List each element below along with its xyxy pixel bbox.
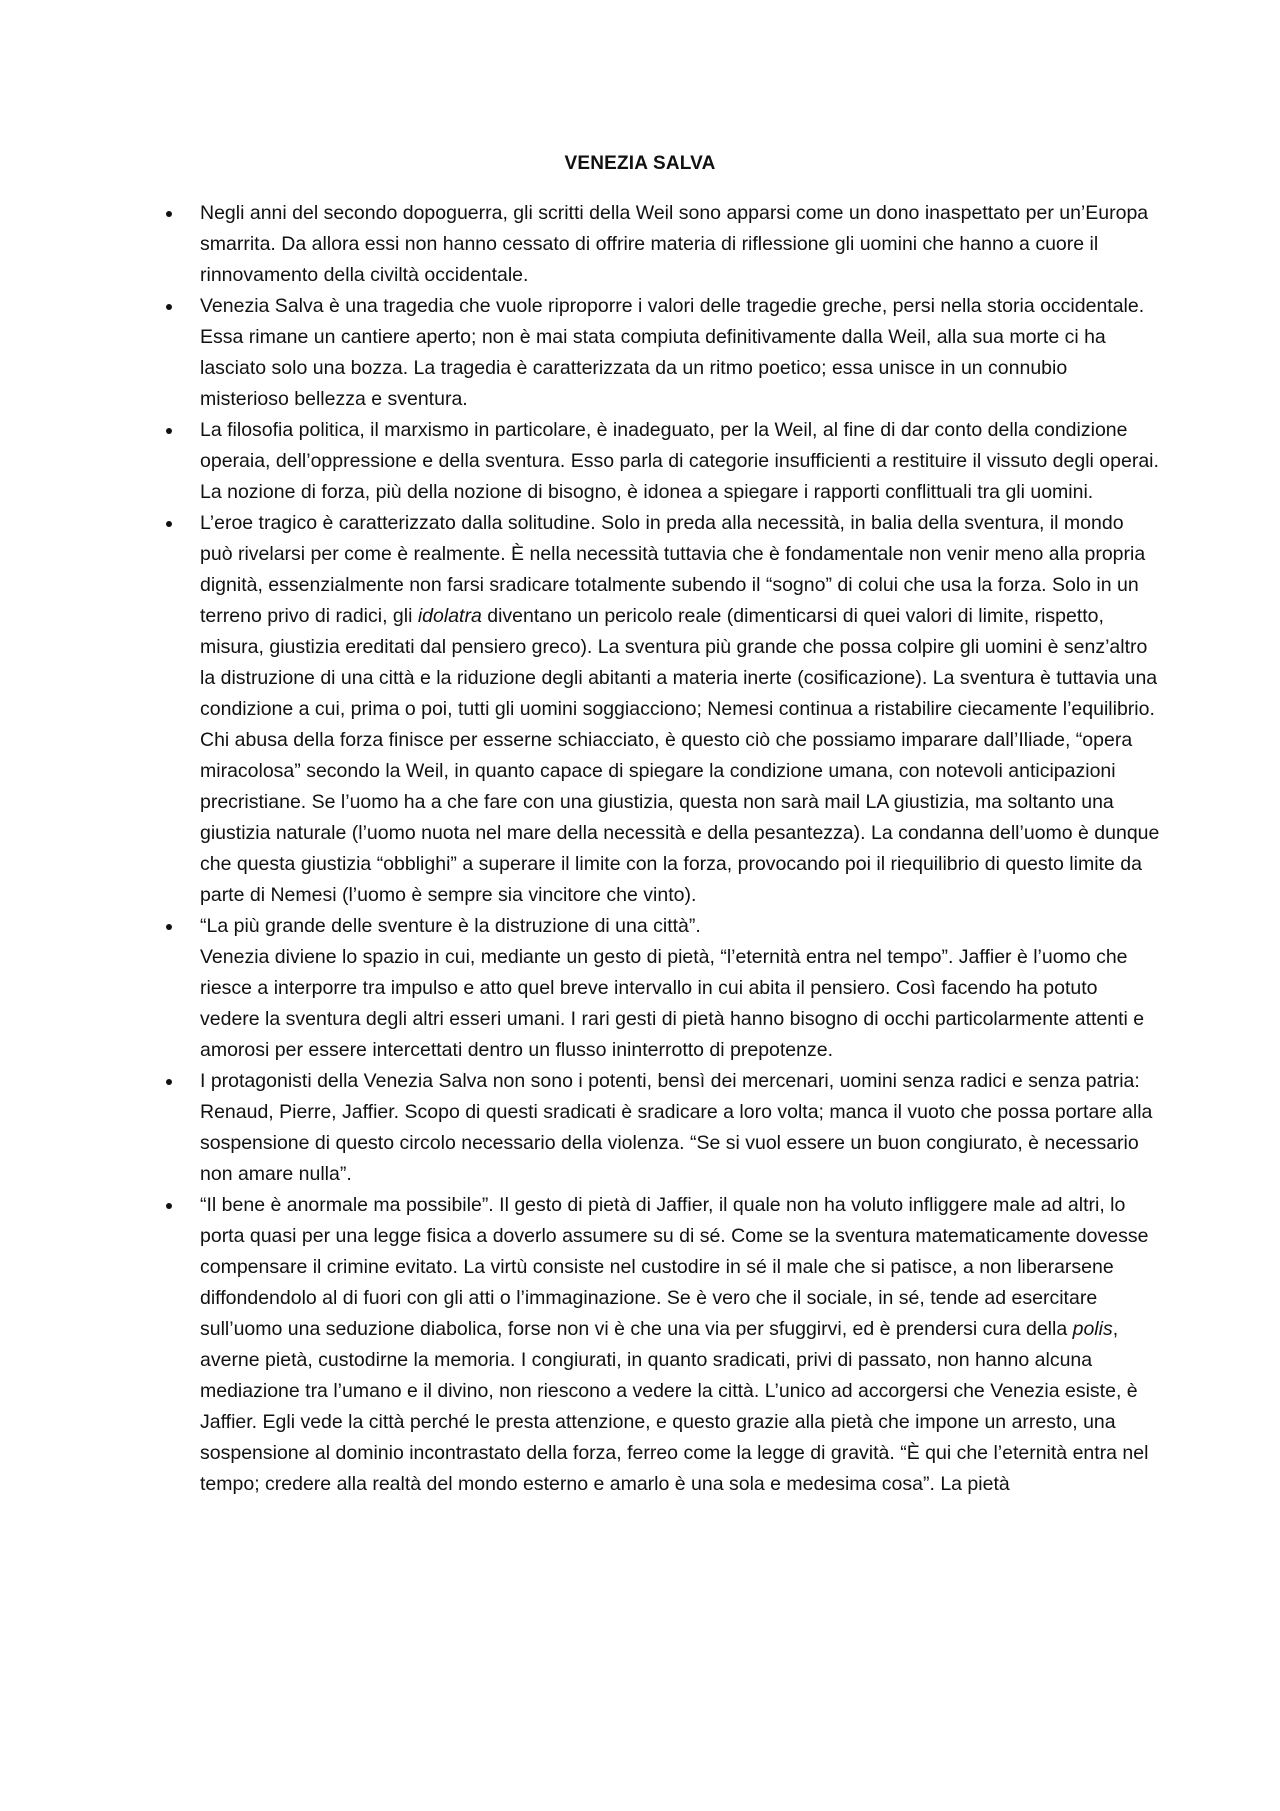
document-title: VENEZIA SALVA <box>564 153 716 174</box>
bullet-text-part: , averne pietà, custodirne la memoria. I congiurati, in quanto sradicati, privi di passato, non hanno alcuna mediazione tra l’umano e il divino, non riescono a vedere la città. L’unico ad accorgersi che Venezia esiste, è Jaffier. Egli vede la città perché le presta attenzione, e questo grazie alla pietà che impone un arresto, una sospensione al dominio incontrastato della forza, ferreo come la legge di gravità. “È qui che l’eternità entra nel tempo; credere alla realtà del mondo esterno e amarlo è una sola e medesima cosa”. La pietà <box>200 1318 1149 1495</box>
bullet-text: Negli anni del secondo dopoguerra, gli scritti della Weil sono apparsi come un dono inaspettato per un’Europa smarrita. Da allora essi non hanno cessato di offrire materia di riflessione gli uomini che hanno a cuore il rinnovamento della civiltà occidentale. <box>200 202 1149 286</box>
bullet-text-italic: idolatra <box>417 605 482 627</box>
bullet-list <box>200 198 1160 1500</box>
bullet-text: I protagonisti della Venezia Salva non sono i potenti, bensì dei mercenari, uomini senza radici e senza patria: Renaud, Pierre, Jaffier. Scopo di questi sradicati è sradicare a loro volta; manca il vuoto che possa portare alla sospensione di questo circolo necessario della violenza. “Se si vuol essere un buon congiurato, è necessario non amare nulla”. <box>200 1070 1153 1185</box>
bullet-item-3 <box>200 415 1160 508</box>
bullet-item-7 <box>200 1190 1160 1500</box>
bullet-text-part: L’eroe tragico è caratterizzato dalla solitudine. Solo in preda alla necessità, in balia della sventura, il mondo può rivelarsi per come è realmente. È nella necessità tuttavia che è fondamentale non venir meno alla propria dignità, essenzialmente non farsi sradicare totalmente subendo il “sogno” di colui che usa la forza. Solo in un terreno privo di radici, gli <box>200 512 1146 627</box>
bullet-dot-icon <box>166 1203 172 1209</box>
bullet-text: Venezia diviene lo spazio in cui, mediante un gesto di pietà, “l’eternità entra nel tempo”. Jaffier è l’uomo che riesce a interporre tra impulso e atto quel breve intervallo in cui abita il pensiero. Così facendo ha potuto vedere la sventura degli altri esseri umani. I rari gesti di pietà hanno bisogno di occhi particolarmente attenti e amorosi per essere intercettati dentro un flusso ininterrotto di prepotenze. <box>200 946 1145 1061</box>
bullet-dot-icon <box>166 428 172 434</box>
bullet-text: Venezia Salva è una tragedia che vuole riproporre i valori delle tragedie greche, persi nella storia occidentale. Essa rimane un cantiere aperto; non è mai stata compiuta definitivamente dalla Weil, alla sua morte ci ha lasciato solo una bozza. La tragedia è caratterizzata da un ritmo poetico; essa unisce in un connubio misterioso bellezza e sventura. <box>200 295 1145 410</box>
bullet-dot-icon <box>166 211 172 217</box>
bullet-text-part: “Il bene è anormale ma possibile”. Il gesto di pietà di Jaffier, il quale non ha voluto infliggere male ad altri, lo porta quasi per una legge fisica a doverlo assumere su di sé. Come se la sventura matematicamente dovesse compensare il crimine evitato. La virtù consiste nel custodire in sé il male che si patisce, a non liberarsene diffondendolo al di fuori con gli atti o l’immaginazione. Se è vero che il sociale, in sé, tende ad esercitare sull’uomo una seduzione diabolica, forse non vi è che una via per sfuggirvi, ed è prendersi cura della <box>200 1194 1149 1340</box>
bullet-item-2 <box>200 291 1160 415</box>
bullet-item-4 <box>200 508 1160 911</box>
bullet-dot-icon <box>166 304 172 310</box>
bullet-item-6 <box>200 1066 1160 1190</box>
bullet-text: La filosofia politica, il marxismo in particolare, è inadeguato, per la Weil, al fine di dar conto della condizione operaia, dell’oppressione e della sventura. Esso parla di categorie insufficienti a restituire il vissuto degli operai. La nozione di forza, più della nozione di bisogno, è idonea a spiegare i rapporti conflittuali tra gli uomini. <box>200 419 1159 503</box>
bullet-text-italic: polis <box>1072 1318 1113 1340</box>
bullet-item-1 <box>200 198 1160 291</box>
bullet-dot-icon <box>166 924 172 930</box>
bullet-first-line: “La più grande delle sventure è la distruzione di una città”. <box>200 915 701 937</box>
bullet-text-part: diventano un pericolo reale (dimenticarsi di quei valori di limite, rispetto, misura, giustizia ereditati dal pensiero greco). La sventura più grande che possa colpire gli uomini è senz’altro la distruzione di una città e la riduzione degli abitanti a materia inerte (cosificazione). La sventura è tuttavia una condizione a cui, prima o poi, tutti gli uomini soggiacciono; Nemesi continua a ristabilire ciecamente l’equilibrio. Chi abusa della forza finisce per esserne schiacciato, è questo ciò che possiamo imparare dall’Iliade, “opera miracolosa” secondo la Weil, in quanto capace di spiegare la condizione umana, con notevoli anticipazioni precristiane. Se l’uomo ha a che fare con una giustizia, questa non sarà mail LA giustizia, ma soltanto una giustizia naturale (l’uomo nuota nel mare della necessità e della pesantezza). La condanna dell’uomo è dunque che questa giustizia “obblighi” a superare il limite con la forza, provocando poi il riequilibrio di questo limite da parte di Nemesi (l’uomo è sempre sia vincitore che vinto). <box>200 605 1160 906</box>
bullet-dot-icon <box>166 521 172 527</box>
bullet-dot-icon <box>166 1079 172 1085</box>
bullet-item-5 <box>200 911 1160 1066</box>
